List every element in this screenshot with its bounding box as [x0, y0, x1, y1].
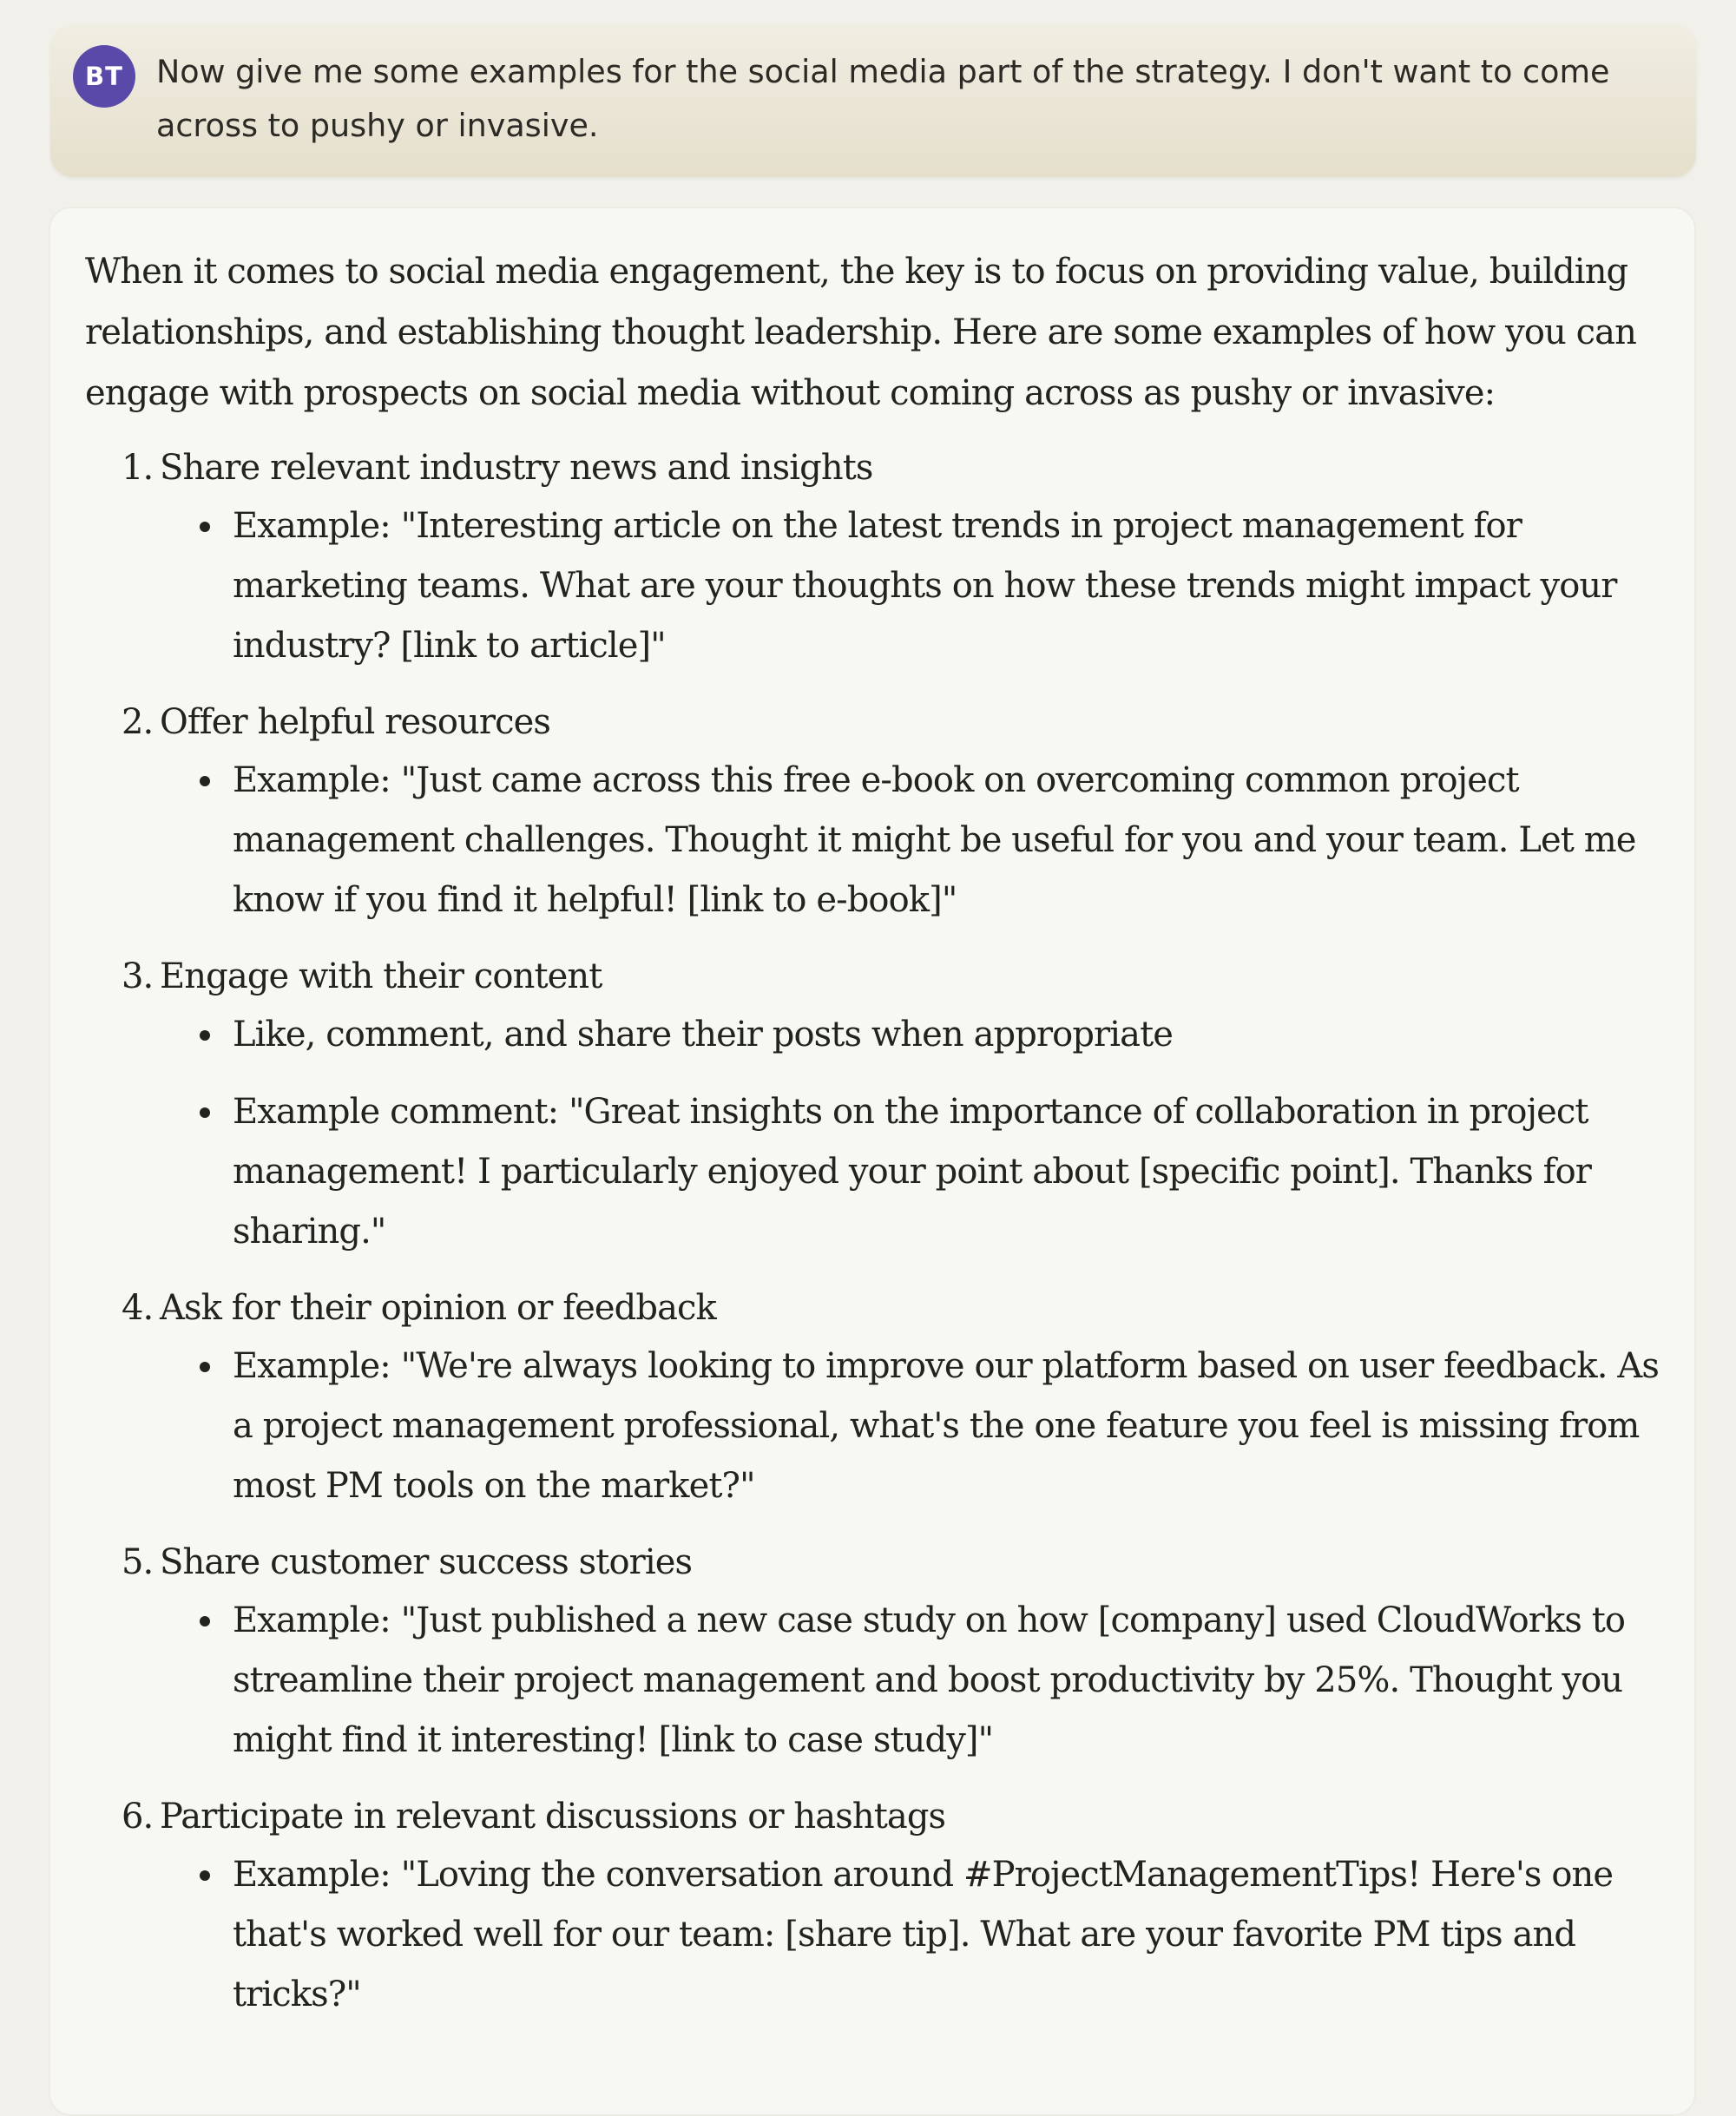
strategy-steps-list — [85, 439, 1660, 2025]
step-number: 6. — [122, 1797, 154, 1837]
step-title-text: Engage with their content — [160, 956, 602, 996]
user-avatar[interactable]: BT — [73, 45, 135, 108]
bullet-list — [122, 1005, 1660, 1262]
bullet-item: Example: "Just came across this free e-book on overcoming common project management challenges. Thought it might be useful for you and your team. Let me know if you find it helpful! [link to e-book]" — [233, 751, 1660, 930]
list-item — [122, 693, 1660, 930]
step-title-text: Ask for their opinion or feedback — [160, 1288, 716, 1328]
step-number: 1. — [122, 448, 154, 488]
bullet-item: Example: "Just published a new case study on how [company] used CloudWorks to streamline their project management and boost productivity by 25%. Thought you might find it interesting! [link to case study]" — [233, 1591, 1660, 1771]
user-message — [50, 24, 1696, 177]
step-title — [122, 948, 1660, 1005]
step-title — [122, 693, 1660, 751]
list-item — [122, 1279, 1660, 1516]
step-title-text: Share relevant industry news and insights — [160, 448, 873, 488]
bullet-list — [122, 1845, 1660, 2025]
step-title — [122, 1534, 1660, 1591]
bullet-item: Example: "Loving the conversation around #ProjectManagementTips! Here's one that's worked well for our team: [share tip]. What are your favorite PM tips and tricks?" — [233, 1845, 1660, 2025]
step-title — [122, 439, 1660, 496]
user-message-text: Now give me some examples for the social media part of the strategy. I don't want to come across to pushy or invasive. — [156, 53, 1610, 144]
bullet-list — [122, 1591, 1660, 1771]
step-title — [122, 1788, 1660, 1845]
list-item — [122, 439, 1660, 676]
bullet-item: Example: "Interesting article on the latest trends in project management for marketing teams. What are your thoughts on how these trends might impact your industry? [link to article]" — [233, 496, 1660, 676]
bullet-item: Example: "We're always looking to improve our platform based on user feedback. As a project management professional, what's the one feature you feel is missing from most PM tools on the market?" — [233, 1337, 1660, 1516]
step-title-text: Share customer success stories — [160, 1542, 693, 1582]
step-title-text: Participate in relevant discussions or hashtags — [160, 1797, 946, 1837]
bullet-item: Example comment: "Great insights on the importance of collaboration in project management! I particularly enjoyed your point about [specific point]. Thanks for sharing." — [233, 1082, 1660, 1262]
list-item — [122, 948, 1660, 1262]
bullet-list — [122, 1337, 1660, 1516]
bullet-item: Like, comment, and share their posts when appropriate — [233, 1005, 1660, 1065]
assistant-message — [49, 207, 1696, 2116]
step-number: 5. — [122, 1542, 154, 1582]
step-title-text: Offer helpful resources — [160, 702, 551, 742]
list-item — [122, 1534, 1660, 1771]
bullet-list — [122, 496, 1660, 676]
step-title — [122, 1279, 1660, 1337]
list-item — [122, 1788, 1660, 2025]
assistant-intro: When it comes to social media engagement, the key is to focus on providing value, building relationships, and establishing thought leadership. Here are some examples of how you can engage with prospects on social media without coming across as pushy or invasive: — [85, 252, 1636, 413]
step-number: 2. — [122, 702, 154, 742]
step-number: 4. — [122, 1288, 154, 1328]
step-number: 3. — [122, 956, 154, 996]
bullet-list — [122, 751, 1660, 930]
